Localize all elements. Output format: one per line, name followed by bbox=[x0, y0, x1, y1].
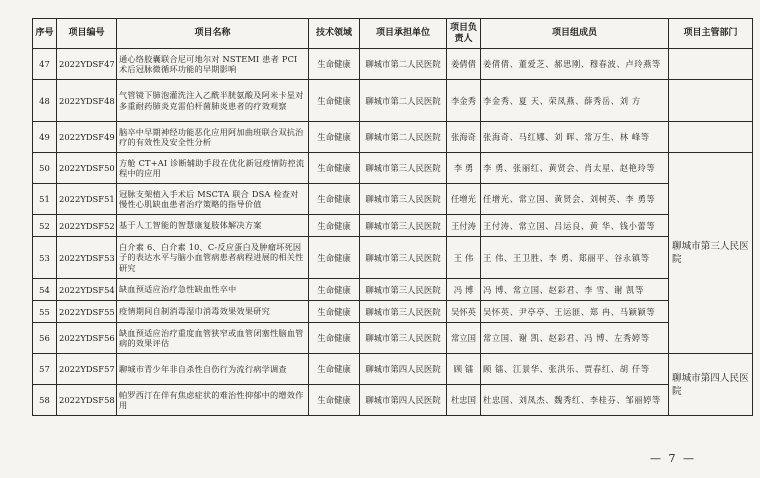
cell-field: 生命健康 bbox=[309, 80, 360, 122]
cell-name: 脑卒中早期神经功能恶化应用阿加曲班联合双抗治疗的有效性及安全性分析 bbox=[117, 122, 309, 153]
cell-seq: 54 bbox=[33, 279, 57, 301]
cell-leader: 吴怀英 bbox=[447, 301, 481, 323]
cell-members: 任增光、常立国、黄贤会、刘树英、李 勇等 bbox=[481, 184, 669, 215]
header-leader: 项目负责人 bbox=[447, 19, 481, 49]
cell-members: 李 勇、张丽红、黄贤会、肖太星、赵艳玲等 bbox=[481, 153, 669, 184]
cell-code: 2022YDSF56 bbox=[57, 323, 117, 354]
cell-field: 生命健康 bbox=[309, 237, 360, 279]
cell-seq: 58 bbox=[33, 385, 57, 416]
cell-unit: 聊城市第三人民医院 bbox=[360, 215, 447, 237]
cell-name: 缺血预适应治疗重度血管狭窄或血管闭塞性脑血管病的效果评估 bbox=[117, 323, 309, 354]
header-code: 项目编号 bbox=[57, 19, 117, 49]
header-members: 项目组成员 bbox=[481, 19, 669, 49]
cell-name: 气管镜下肺泡灌洗注入乙酰半胱氨酸及阿米卡星对多重耐药肺炎克雷伯杆菌肺炎患者的疗效观察 bbox=[117, 80, 309, 122]
cell-leader: 李 勇 bbox=[447, 153, 481, 184]
cell-code: 2022YDSF50 bbox=[57, 153, 117, 184]
table-row bbox=[33, 279, 753, 301]
cell-code: 2022YDSF55 bbox=[57, 301, 117, 323]
cell-seq: 56 bbox=[33, 323, 57, 354]
cell-dept-empty bbox=[669, 80, 753, 122]
cell-code: 2022YDSF52 bbox=[57, 215, 117, 237]
cell-name: 方舱 CT+AI 诊断辅助手段在优化新冠疫情防控流程中的应用 bbox=[117, 153, 309, 184]
cell-field: 生命健康 bbox=[309, 49, 360, 80]
cell-leader: 杜忠国 bbox=[447, 385, 481, 416]
cell-code: 2022YDSF53 bbox=[57, 237, 117, 279]
cell-members: 王付涛、常立国、吕运良、黄 华、钱小蕾等 bbox=[481, 215, 669, 237]
cell-code: 2022YDSF54 bbox=[57, 279, 117, 301]
cell-code: 2022YDSF51 bbox=[57, 184, 117, 215]
cell-field: 生命健康 bbox=[309, 301, 360, 323]
cell-code: 2022YDSF58 bbox=[57, 385, 117, 416]
cell-code: 2022YDSF47 bbox=[57, 49, 117, 80]
cell-unit: 聊城市第四人民医院 bbox=[360, 385, 447, 416]
cell-dept-empty bbox=[669, 122, 753, 153]
header-unit: 项目承担单位 bbox=[360, 19, 447, 49]
cell-name: 疫情期间自制消毒湿巾消毒效果效果研究 bbox=[117, 301, 309, 323]
cell-seq: 51 bbox=[33, 184, 57, 215]
table-row bbox=[33, 323, 753, 354]
cell-unit: 聊城市第二人民医院 bbox=[360, 49, 447, 80]
cell-members: 杜忠国、刘凤杰、魏秀红、李桂芬、邹丽婷等 bbox=[481, 385, 669, 416]
cell-name: 帕罗西汀在伴有焦虑症状的难治性抑郁中的增效作用 bbox=[117, 385, 309, 416]
table-row bbox=[33, 49, 753, 80]
table-row bbox=[33, 237, 753, 279]
cell-members: 常立国、谢 凯、赵彩君、冯 博、左秀婷等 bbox=[481, 323, 669, 354]
cell-unit: 聊城市第三人民医院 bbox=[360, 323, 447, 354]
cell-leader: 顾 镭 bbox=[447, 354, 481, 385]
cell-members: 姜倩倩、董爱芝、郝思刚、穆春波、卢玲燕等 bbox=[481, 49, 669, 80]
cell-code: 2022YDSF57 bbox=[57, 354, 117, 385]
cell-leader: 王 伟 bbox=[447, 237, 481, 279]
table-row bbox=[33, 215, 753, 237]
cell-field: 生命健康 bbox=[309, 279, 360, 301]
cell-dept: 聊城市第三人民医院 bbox=[669, 153, 753, 354]
cell-leader: 李金秀 bbox=[447, 80, 481, 122]
page-number: — 7 — bbox=[650, 452, 696, 465]
cell-seq: 47 bbox=[33, 49, 57, 80]
header-name: 项目名称 bbox=[117, 19, 309, 49]
cell-seq: 57 bbox=[33, 354, 57, 385]
cell-members: 吴怀英、尹亭亭、王运匪、郑 冉、马颖颖等 bbox=[481, 301, 669, 323]
cell-unit: 聊城市第四人民医院 bbox=[360, 354, 447, 385]
cell-dept-empty bbox=[669, 49, 753, 80]
cell-field: 生命健康 bbox=[309, 215, 360, 237]
header-seq: 序号 bbox=[33, 19, 57, 49]
cell-leader: 王付涛 bbox=[447, 215, 481, 237]
cell-leader: 冯 博 bbox=[447, 279, 481, 301]
cell-code: 2022YDSF49 bbox=[57, 122, 117, 153]
cell-members: 顾 镭、江景华、张洪乐、贾春红、胡 仟等 bbox=[481, 354, 669, 385]
table-row bbox=[33, 354, 753, 385]
cell-field: 生命健康 bbox=[309, 354, 360, 385]
project-table bbox=[32, 18, 753, 416]
cell-leader: 姜倩倩 bbox=[447, 49, 481, 80]
cell-leader: 常立国 bbox=[447, 323, 481, 354]
cell-name: 缺血预适应治疗急性缺血性卒中 bbox=[117, 279, 309, 301]
cell-name: 冠脉支架植入手术后 MSCTA 联合 DSA 检查对慢性心肌缺血患者治疗策略的指导价值 bbox=[117, 184, 309, 215]
cell-field: 生命健康 bbox=[309, 153, 360, 184]
table-row bbox=[33, 122, 753, 153]
table-row bbox=[33, 301, 753, 323]
cell-unit: 聊城市第三人民医院 bbox=[360, 279, 447, 301]
table-row bbox=[33, 184, 753, 215]
cell-seq: 55 bbox=[33, 301, 57, 323]
header-dept: 项目主管部门 bbox=[669, 19, 753, 49]
cell-name: 通心络胶囊联合尼可地尔对 NSTEMI 患者 PCI 术后冠脉微循环功能的早期影响 bbox=[117, 49, 309, 80]
cell-unit: 聊城市第三人民医院 bbox=[360, 153, 447, 184]
cell-unit: 聊城市第三人民医院 bbox=[360, 301, 447, 323]
cell-field: 生命健康 bbox=[309, 122, 360, 153]
cell-members: 王 伟、王卫胜、李 勇、郑丽平、谷永镇等 bbox=[481, 237, 669, 279]
cell-seq: 49 bbox=[33, 122, 57, 153]
table-header-row bbox=[33, 19, 753, 49]
table-row bbox=[33, 153, 753, 184]
cell-unit: 聊城市第三人民医院 bbox=[360, 184, 447, 215]
cell-name: 基于人工智能的智慧康复肢体解决方案 bbox=[117, 215, 309, 237]
table-row bbox=[33, 385, 753, 416]
cell-seq: 53 bbox=[33, 237, 57, 279]
table-row bbox=[33, 80, 753, 122]
cell-field: 生命健康 bbox=[309, 323, 360, 354]
cell-leader: 张海奇 bbox=[447, 122, 481, 153]
cell-name: 聊城市青少年非自杀性自伤行为流行病学调查 bbox=[117, 354, 309, 385]
cell-members: 李金秀、夏 天、荣凤燕、薛秀岳、刘 方 bbox=[481, 80, 669, 122]
cell-seq: 50 bbox=[33, 153, 57, 184]
header-field: 技术领域 bbox=[309, 19, 360, 49]
cell-dept: 聊城市第四人民医院 bbox=[669, 354, 753, 416]
cell-unit: 聊城市第三人民医院 bbox=[360, 237, 447, 279]
cell-name: 白介素 6、白介素 10、C-反应蛋白及肿瘤坏死因子的表达水平与脑小血管病患者病程进展的相关性研究 bbox=[117, 237, 309, 279]
cell-seq: 48 bbox=[33, 80, 57, 122]
cell-members: 张海奇、马红娜、刘 晖、常万生、林 峰等 bbox=[481, 122, 669, 153]
cell-unit: 聊城市第二人民医院 bbox=[360, 122, 447, 153]
cell-seq: 52 bbox=[33, 215, 57, 237]
cell-code: 2022YDSF48 bbox=[57, 80, 117, 122]
cell-unit: 聊城市第二人民医院 bbox=[360, 80, 447, 122]
cell-field: 生命健康 bbox=[309, 385, 360, 416]
cell-members: 冯 博、常立国、赵彩君、李 雪、谢 凯等 bbox=[481, 279, 669, 301]
cell-field: 生命健康 bbox=[309, 184, 360, 215]
cell-leader: 任增光 bbox=[447, 184, 481, 215]
